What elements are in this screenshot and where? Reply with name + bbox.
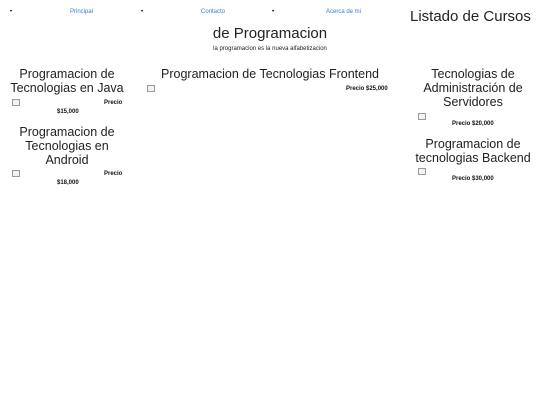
course-image: [12, 99, 20, 106]
price-label: Precio: [104, 171, 123, 177]
nav-link-contacto[interactable]: Contacto: [201, 9, 226, 15]
course-title: Programacion de Tecnologias en Android: [19, 125, 115, 167]
course-image: [418, 168, 426, 175]
price-text: Precio $20,000: [452, 121, 494, 127]
nav-link-principal[interactable]: Principal: [70, 9, 94, 15]
course-card-java: [6, 67, 128, 117]
section-title: de Programacion: [212, 25, 328, 42]
price-value: $18,000: [57, 180, 79, 186]
bullet-icon: •: [141, 9, 144, 15]
course-card-backend: [410, 137, 536, 187]
course-card-frontend: [145, 67, 395, 97]
price-text: Precio $25,000: [346, 86, 388, 92]
course-title: Programacion de tecnologias Backend: [415, 137, 531, 165]
course-title: Tecnologias de Administración de Servidores: [423, 67, 523, 109]
course-card-servidores: [410, 67, 536, 131]
course-image: [418, 113, 426, 120]
bullet-icon: •: [10, 9, 13, 15]
nav-link-acerca[interactable]: Acerca de mi: [326, 9, 362, 15]
price-label: Precio: [104, 100, 123, 106]
page-title: Listado de Cursos: [410, 8, 531, 25]
price-value: $15,000: [57, 109, 79, 115]
price-text: Precio $30,000: [452, 176, 494, 182]
course-card-android: [6, 125, 128, 189]
course-image: [12, 170, 20, 177]
top-nav: [0, 8, 400, 20]
course-image: [147, 85, 155, 92]
tagline: la programacion es la nueva alfabetizacion: [213, 46, 327, 52]
course-title: Programacion de Tecnologias Frontend: [161, 67, 379, 81]
course-title: Programacion de Tecnologias en Java: [10, 67, 124, 95]
bullet-icon: •: [272, 9, 275, 15]
